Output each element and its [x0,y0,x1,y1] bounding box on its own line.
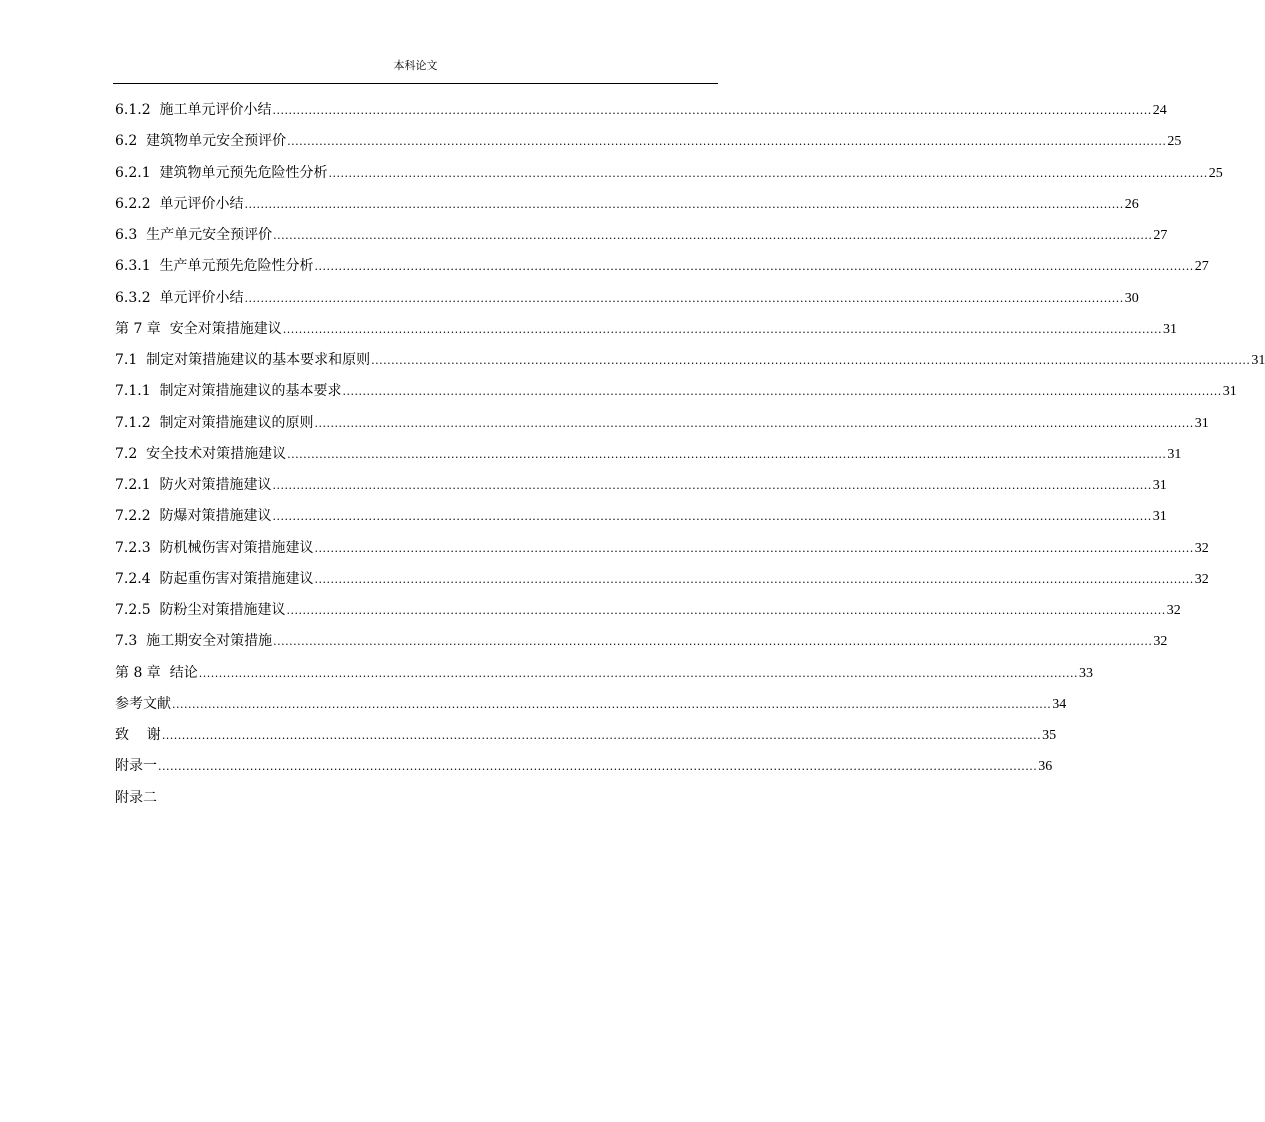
toc-entry[interactable] [115,720,1057,751]
toc-entry[interactable] [115,408,1209,439]
toc-entry-label: 7.1.2 制定对策措施建议的原则 [115,414,314,431]
toc-dot-leader: ............................................................................................................................................................................................................................ [287,135,1167,149]
page-header [113,50,718,84]
toc-entry-label: 参考文献 [115,695,171,712]
toc-dot-leader: ............................................................................................................................................................................................................................ [314,572,1194,586]
toc-entry-page: 25 [1208,165,1223,181]
toc-entry[interactable] [115,283,1139,314]
toc-entry-page: 32 [1153,634,1168,650]
toc-dot-leader: ............................................................................................................................................................................................................................ [287,447,1167,461]
toc-dot-leader: ............................................................................................................................................................................................................................ [314,416,1194,430]
toc-entry[interactable] [115,595,1181,626]
toc-entry-page: 32 [1166,603,1181,618]
toc-entry-page: 27 [1194,259,1209,275]
toc-entry-label: 7.1.1 制定对策措施建议的基本要求 [115,383,342,400]
toc-dot-leader: ............................................................................................................................................................................................................................ [314,260,1194,274]
toc-dot-leader: ............................................................................................................................................................................................................................ [371,354,1251,367]
toc-entry-label: 附录二 [115,789,157,806]
toc-entry-label: 6.2 建筑物单元安全预评价 [115,133,287,150]
toc-entry-label: 7.2.1 防火对策措施建议 [115,477,272,493]
toc-entry-label: 7.2.4 防起重伤害对策措施建议 [115,570,314,587]
toc-dot-leader: ............................................................................................................................................................................................................................ [314,541,1194,555]
toc-dot-leader: ............................................................................................................................................................................................................................ [198,666,1078,680]
toc-entry-page: 31 [1251,353,1265,368]
toc-entry-page: 34 [1052,696,1067,712]
toc-dot-leader: ............................................................................................................................................................................................................................ [272,510,1152,524]
toc-entry[interactable] [115,376,1237,407]
toc-entry-label: 第 8 章 结论 [115,664,198,681]
toc-entry[interactable] [115,470,1167,501]
toc-entry[interactable] [115,783,718,814]
toc-dot-leader: ............................................................................................................................................................................................................................ [158,760,1038,774]
toc-entry-label: 6.2.2 单元评价小结 [115,195,244,212]
toc-entry[interactable] [115,345,1265,376]
toc-entry[interactable] [115,564,1209,595]
toc-dot-leader: ............................................................................................................................................................................................................................ [273,229,1153,242]
toc-entry-page: 31 [1167,446,1182,462]
table-of-contents [115,95,1265,814]
toc-entry-page: 26 [1124,196,1139,212]
toc-entry[interactable] [115,533,1209,564]
toc-entry-label: 第 7 章 安全对策措施建议 [115,320,282,337]
toc-entry-label: 7.2.3 防机械伤害对策措施建议 [115,539,314,556]
toc-entry-page: 32 [1194,571,1209,587]
toc-entry[interactable] [115,189,1139,220]
toc-entry-page: 27 [1153,228,1168,243]
toc-dot-leader: ............................................................................................................................................................................................................................ [286,604,1166,617]
toc-entry-page: 31 [1152,509,1167,525]
toc-dot-leader: ............................................................................................................................................................................................................................ [328,166,1208,180]
toc-dot-leader: ............................................................................................................................................................................................................................ [272,479,1152,492]
toc-entry-label: 7.3 施工期安全对策措施 [115,633,273,650]
toc-dot-leader: ............................................................................................................................................................................................................................ [273,635,1153,649]
toc-entry-page: 33 [1078,665,1093,681]
toc-entry-page: 32 [1194,540,1209,556]
toc-entry[interactable] [115,751,1053,782]
toc-entry[interactable] [115,95,1167,126]
toc-dot-leader: ............................................................................................................................................................................................................................ [272,104,1152,117]
toc-dot-leader: ............................................................................................................................................................................................................................ [282,322,1162,336]
toc-entry[interactable] [115,220,1168,251]
toc-entry[interactable] [115,126,1182,157]
toc-entry-page: 31 [1194,415,1209,431]
toc-dot-leader: ............................................................................................................................................................................................................................ [244,197,1124,211]
toc-entry[interactable] [115,158,1223,189]
toc-entry-label: 7.2.2 防爆对策措施建议 [115,508,272,525]
toc-dot-leader: ............................................................................................................................................................................................................................ [244,291,1124,305]
toc-entry-label: 6.1.2 施工单元评价小结 [115,102,272,118]
toc-entry[interactable] [115,501,1167,532]
toc-dot-leader: ............................................................................................................................................................................................................................ [342,385,1222,399]
toc-entry-label: 6.3.2 单元评价小结 [115,289,244,306]
toc-entry-page: 31 [1222,384,1237,400]
toc-dot-leader: ............................................................................................................................................................................................................................ [161,729,1042,742]
toc-entry-label: 致 谢 [115,727,161,743]
toc-entry-page: 31 [1152,478,1167,493]
toc-entry-label: 6.2.1 建筑物单元预先危险性分析 [115,164,328,181]
page-header-title: 本科论文 [393,59,438,72]
toc-entry-label: 7.1 制定对策措施建议的基本要求和原则 [115,352,371,368]
toc-entry-page: 24 [1152,103,1167,118]
toc-entry-label: 6.3.1 生产单元预先危险性分析 [115,258,314,275]
toc-entry-label: 7.2 安全技术对策措施建议 [115,445,287,462]
toc-entry[interactable] [115,439,1182,470]
toc-entry[interactable] [115,626,1168,657]
toc-entry[interactable] [115,251,1209,282]
toc-entry-page: 31 [1162,321,1177,337]
toc-entry[interactable] [115,689,1067,720]
toc-entry-page: 25 [1167,134,1182,150]
toc-dot-leader: ............................................................................................................................................................................................................................ [172,697,1052,711]
toc-entry-label: 6.3 生产单元安全预评价 [115,227,273,243]
toc-entry[interactable] [115,658,1093,689]
toc-entry[interactable] [115,314,1177,345]
toc-entry-label: 7.2.5 防粉尘对策措施建议 [115,602,286,618]
toc-entry-label: 附录一 [115,758,157,775]
toc-entry-page: 35 [1042,728,1057,743]
toc-entry-page: 36 [1038,759,1053,775]
toc-entry-page: 30 [1124,290,1139,306]
